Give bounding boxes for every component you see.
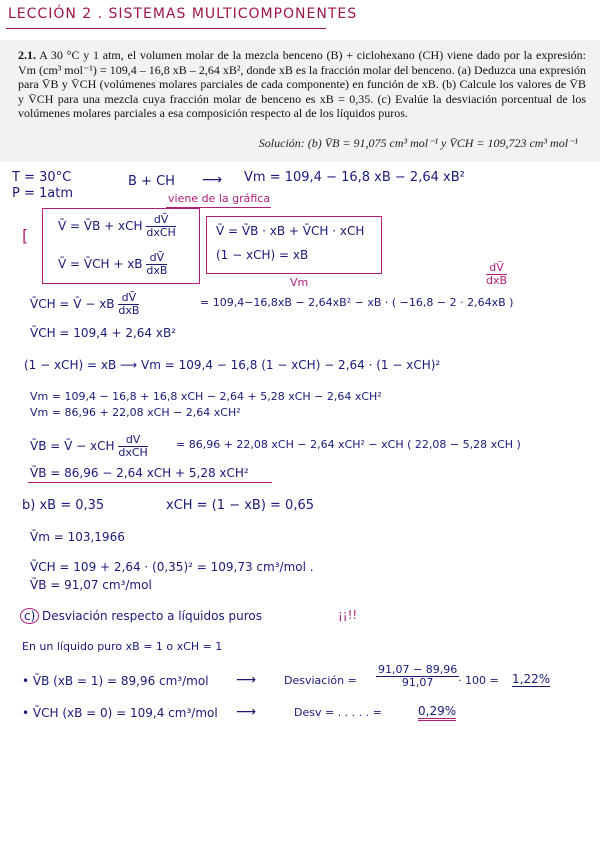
part-b-vm: V̄m = 103,1966 xyxy=(30,530,125,544)
problem-statement xyxy=(0,40,600,162)
deviation-label: Desviación = xyxy=(284,674,357,687)
vch-substitution: = 109,4−16,8xB − 2,64xB² − xB · ( −16,8 − 2 · 2,64xB ) xyxy=(200,296,514,309)
vch-definition: V̄CH = V̄ − xB $\frac{dV̄}{\text{dxB}}$ xyxy=(30,291,140,317)
pure-liquid-line: En un líquido puro xB = 1 o xCH = 1 xyxy=(22,640,223,653)
vch-result: V̄CH = 109,4 + 2,64 xB² xyxy=(30,326,177,340)
box-line-1: V̄ = V̄B + xCH $\frac{dV̄}{\text{dxCH}}$ xyxy=(58,213,176,239)
title-underline xyxy=(6,28,326,29)
part-b-vb: V̄B = 91,07 cm³/mol xyxy=(30,578,152,592)
pure-vch: • V̄CH (xB = 0) = 109,4 cm³/mol xyxy=(22,706,218,720)
deviation-result: 1,22% xyxy=(512,672,551,686)
box-line-2: V̄ = V̄CH + xB $\frac{dV̄}{\text{dxB}}$ xyxy=(58,251,168,277)
expansion-2: Vm = 86,96 + 22,08 xCH − 2,64 xCH² xyxy=(30,406,241,419)
relation-2: (1 − xCH) = xB xyxy=(216,248,309,262)
deviation-2-label: Desv = . . . . . = xyxy=(294,706,382,719)
vb-substitution: = 86,96 + 22,08 xCH − 2,64 xCH² − xCH ( 22,08 − 5,28 xCH ) xyxy=(176,438,521,451)
solution-text: Solución: (b) V̄B = 91,075 cm³ mol⁻¹ y V̄CH = 109,723 cm³ mol⁻¹ xyxy=(258,136,578,150)
deviation-fraction: $\frac{91,07 - 89,96}{91,07}$ xyxy=(378,663,458,689)
arrow-icon-3: ⟶ xyxy=(236,704,257,720)
part-c-note: ¡¡!! xyxy=(338,608,358,622)
vb-result-underline xyxy=(28,482,272,483)
arrow-icon-2: ⟶ xyxy=(236,672,257,688)
part-b-xch: xCH = (1 − xB) = 0,65 xyxy=(166,498,314,513)
vm-equation: Vm = 109,4 − 16,8 xB − 2,64 xB² xyxy=(244,170,465,185)
mixture: B + CH xyxy=(128,174,175,189)
bracket-icon: [ xyxy=(22,226,29,245)
graph-note: viene de la gráfica xyxy=(168,192,271,205)
deviation-2-result: 0,29% xyxy=(418,704,456,721)
relation-1: V̄ = V̄B · xB + V̄CH · xCH xyxy=(216,224,365,238)
problem-number: 2.1. xyxy=(18,48,36,62)
temperature: T = 30°C xyxy=(12,170,72,185)
part-c-label: c) xyxy=(20,608,39,624)
problem-text xyxy=(18,48,586,121)
arrow-icon: ⟶ xyxy=(202,172,223,188)
pressure: P = 1atm xyxy=(12,186,73,201)
page-title: LECCIÓN 2 . SISTEMAS MULTICOMPONENTES xyxy=(8,6,358,22)
vb-definition: V̄B = V̄ − xCH $\frac{dV}{\text{dxCH}}$ xyxy=(30,433,148,459)
expansion-1: Vm = 109,4 − 16,8 + 16,8 xCH − 2,64 + 5,28 xCH − 2,64 xCH² xyxy=(30,390,382,403)
vb-result: V̄B = 86,96 − 2,64 xCH + 5,28 xCH² xyxy=(30,466,249,480)
part-b-xb: b) xB = 0,35 xyxy=(22,498,105,513)
dv-label: dV̄ dxB xyxy=(486,261,508,287)
deviation-tail: · 100 = xyxy=(458,674,499,687)
problem-body: A 30 °C y 1 atm, el volumen molar de la mezcla benceno (B) + ciclohexano (CH) viene dado por la expresión: Vm (cm³ mol⁻¹) = 109,4 – 16,8 xB – 2,64 xB², donde xB es la fracción molar del benceno. (a) Deduzca una expresión para V̄B y V̄CH (volúmenes molares parciales de cada componente) en función de xB. (b) Calcule los valores de V̄B y V̄CH para una mezcla cuya fracción molar de benceno es xB = 0,35. (c) Evalúe la desviación porcentual de los volúmenes molares parciales a esa composición respecto al de los líquidos puros. xyxy=(18,48,586,120)
substitution-line: (1 − xCH) = xB ⟶ Vm = 109,4 − 16,8 (1 − xCH) − 2,64 · (1 − xCH)² xyxy=(24,358,441,372)
part-b-vch: V̄CH = 109 + 2,64 · (0,35)² = 109,73 cm³/mol . xyxy=(30,560,314,574)
pure-vb: • V̄B (xB = 1) = 89,96 cm³/mol xyxy=(22,674,209,688)
part-c-title: Desviación respecto a líquidos puros xyxy=(42,609,263,623)
vm-label: Vm xyxy=(290,276,309,289)
